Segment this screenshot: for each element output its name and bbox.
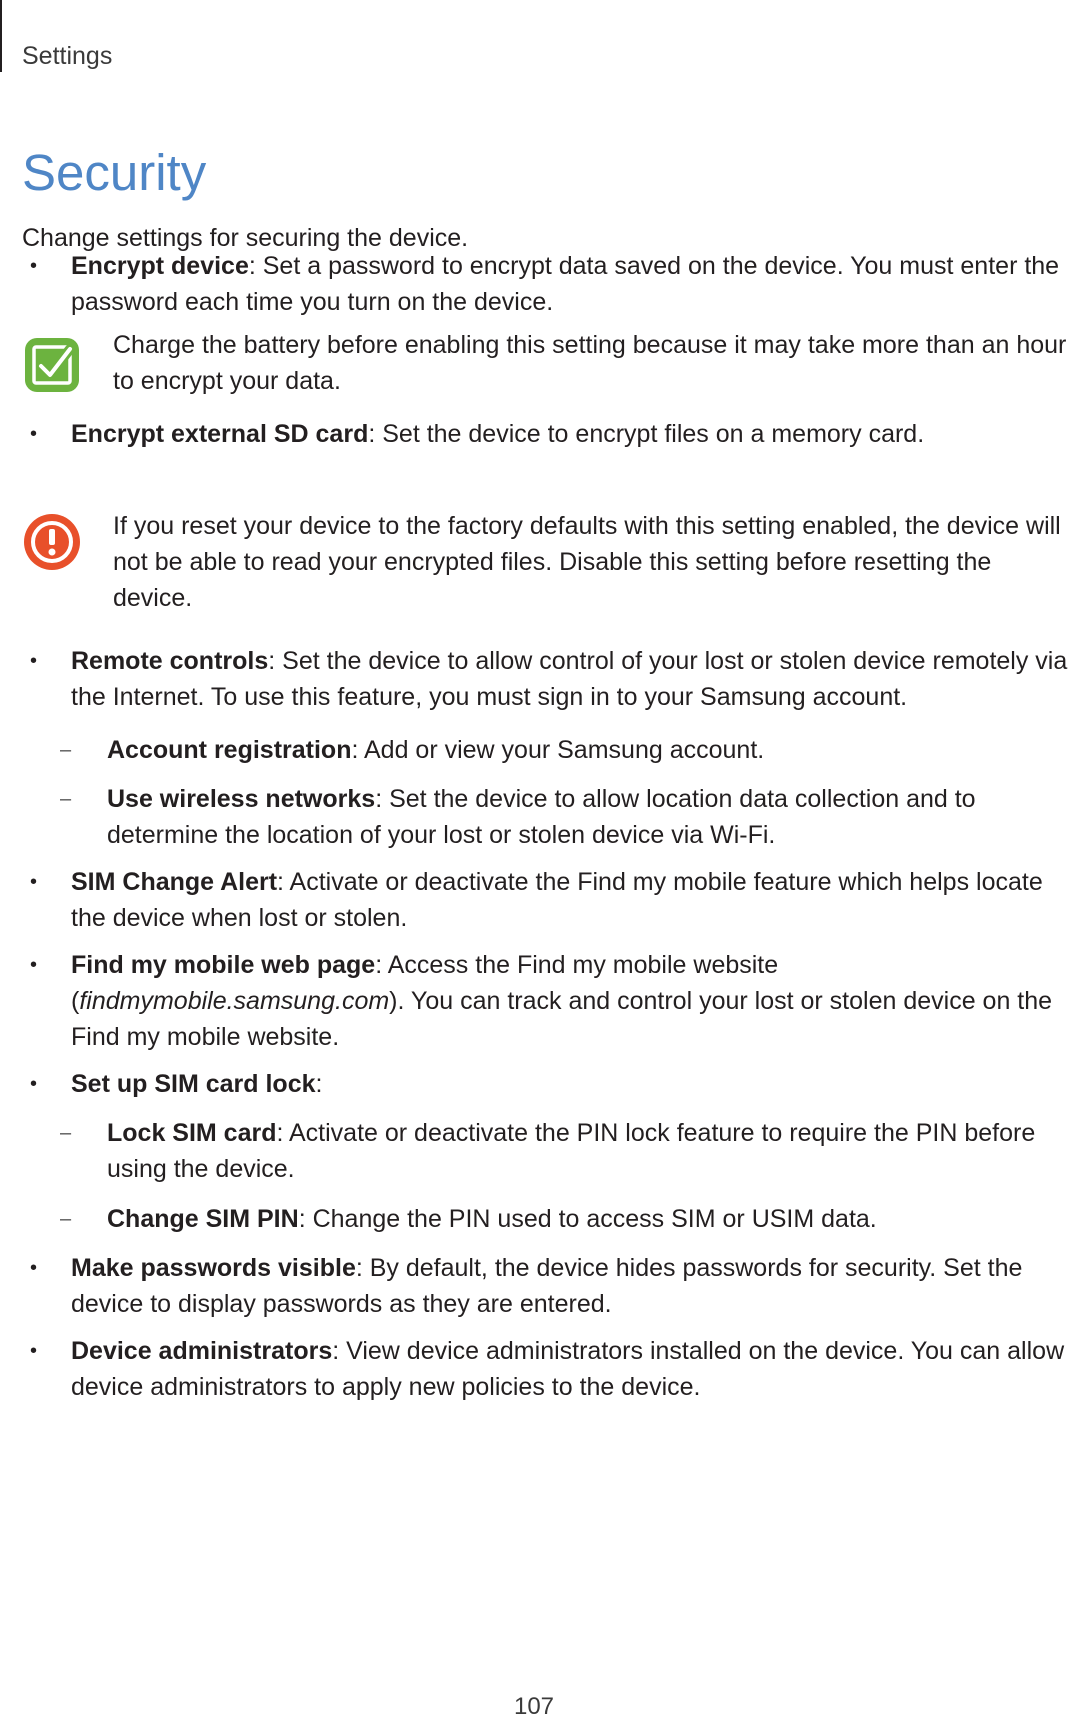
item-desc: : Set the device to allow control of your lost or stolen device remotely via the Internet. To use this feature, you must sign in to your Samsung account. — [71, 647, 1068, 711]
subitem-term: Account registration — [107, 736, 352, 764]
bullet: • — [30, 1073, 38, 1095]
item-desc-continued: ). You can track and control your lost or stolen device on the Find my mobile website. — [71, 987, 1053, 1051]
item-text — [71, 1066, 1068, 1102]
item-text — [71, 248, 1068, 320]
item-desc: : By default, the device hides passwords for security. Set the device to display passwords as they are entered. — [71, 1254, 1023, 1318]
item-term: Remote controls — [71, 647, 269, 675]
bullet: • — [30, 255, 38, 277]
bullet: • — [30, 871, 38, 893]
item-text — [71, 1250, 1068, 1322]
dash: – — [60, 1122, 72, 1144]
item-text — [71, 947, 1068, 1055]
item-term: SIM Change Alert — [71, 868, 278, 896]
item-term: Encrypt device — [71, 252, 249, 280]
item-term: Encrypt external SD card — [71, 420, 369, 448]
subitem-desc: : Add or view your Samsung account. — [351, 736, 765, 764]
header-rule — [0, 0, 2, 72]
item-desc: : View device administrators installed on the device. You can allow device administrators to apply new policies to the device. — [71, 1337, 1065, 1401]
website-link[interactable]: findmymobile.samsung.com — [79, 987, 390, 1015]
dash: – — [60, 788, 72, 810]
warning-text: If you reset your device to the factory defaults with this setting enabled, the device will not be able to read your encrypted files. Disable this setting before resetting the device. — [113, 512, 1061, 612]
intro-text: Change settings for securing the device. — [22, 224, 469, 252]
item-term: Find my mobile web page — [71, 951, 376, 979]
subitem-desc: : Set the device to allow location data collection and to determine the location of your lost or stolen device via Wi-Fi. — [107, 785, 976, 849]
item-text — [71, 864, 1068, 936]
item-text — [71, 416, 1068, 452]
subitem-term: Use wireless networks — [107, 785, 376, 813]
subitem-term: Lock SIM card — [107, 1119, 277, 1147]
item-term: Set up SIM card lock — [71, 1070, 316, 1098]
note-text: Charge the battery before enabling this setting because it may take more than an hour to encrypt your data. — [113, 331, 1067, 395]
subitem-term: Change SIM PIN — [107, 1205, 299, 1233]
section-label: Settings — [22, 42, 113, 70]
item-term: Device administrators — [71, 1337, 333, 1365]
exclamation-warning-icon — [22, 512, 82, 572]
bullet: • — [30, 423, 38, 445]
dash: – — [60, 1208, 72, 1230]
subitem-text — [107, 1115, 1067, 1187]
check-note-icon — [22, 335, 82, 395]
bullet: • — [30, 954, 38, 976]
subitem-text — [107, 781, 1067, 853]
item-term: Make passwords visible — [71, 1254, 356, 1282]
bullet: • — [30, 1257, 38, 1279]
subitem-desc: : Change the PIN used to access SIM or USIM data. — [298, 1205, 877, 1233]
item-text — [71, 643, 1068, 715]
subitem-desc: : Activate or deactivate the PIN lock feature to require the PIN before using the device. — [107, 1119, 1036, 1183]
item-desc: : Activate or deactivate the Find my mobile feature which helps locate the device when lost or stolen. — [71, 868, 1043, 932]
item-text — [71, 1333, 1068, 1405]
bullet: • — [30, 1340, 38, 1362]
item-desc: : Set a password to encrypt data saved on the device. You must enter the password each time you turn on the device. — [71, 252, 1060, 316]
subitem-text — [107, 1201, 1067, 1237]
subitem-text — [107, 732, 1067, 768]
page-number: 107 — [513, 1693, 555, 1720]
page-title: Security — [22, 144, 207, 201]
item-desc: : Set the device to encrypt files on a memory card. — [368, 420, 925, 448]
dash: – — [60, 739, 72, 761]
bullet: • — [30, 650, 38, 672]
item-desc: : — [315, 1070, 323, 1098]
item-desc: : Access the Find my mobile website ( — [71, 951, 779, 1015]
